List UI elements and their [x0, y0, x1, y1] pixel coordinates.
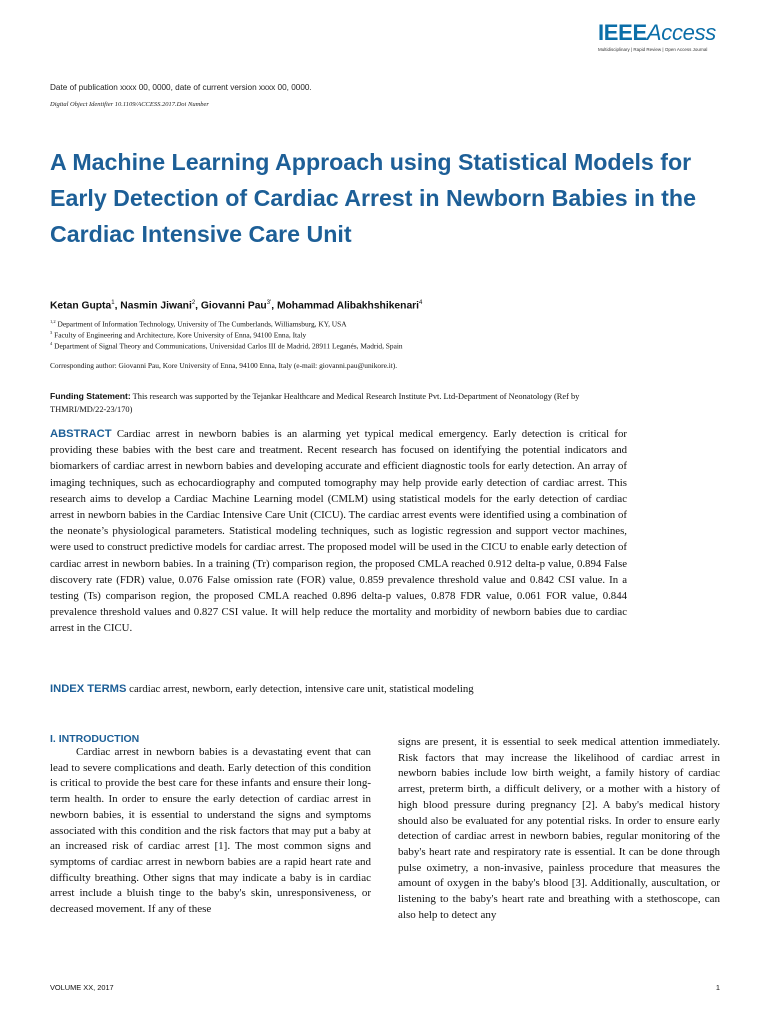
author-sup: 2 [191, 300, 196, 306]
doi-line: Digital Object Identifier 10.1109/ACCESS.2017.Doi Number [50, 101, 209, 108]
author-sup: 3' [266, 300, 272, 306]
funding-statement [50, 390, 590, 416]
author-sup: 1 [111, 300, 115, 306]
intro-column-right: signs are present, it is essential to seek medical attention immediately. Risk factors that may increase the likelihood of cardiac arrest in newborn babies include low birth weight, a family history of cardiac arrest, preterm birth, a difficult delivery, or a mother with a history of high blood pressure during pregnancy [2]. A baby's medical history should also be evaluated for any potential risks. In order to ensure early detection of cardiac arrest in newborn babies, regular monitoring of the baby's heart rate and respiratory rate is essential. It can be done through pulse oximetry, a non-invasive, painless procedure that measures the amount of oxygen in the baby's blood [3]. Additionally, auscultation, or listening to the baby's heart rate and breathing with a stethoscope, can also help to detect any [398, 736, 720, 921]
author-list: Ketan Gupta$^1$, Nasmin Jiwani$^2$, Giovanni Pau$^{3'}$, Mohammad Alibakhshikenari$^4$ [50, 300, 423, 312]
corresponding-author: Corresponding author: Giovanni Pau, Kore University of Enna, 94100 Enna, Italy (e-mail: giovanni.pau@unikore.it). [50, 361, 398, 370]
author-name: Nasmin Jiwani [120, 300, 192, 312]
author-sup: 4 [419, 300, 423, 306]
affiliation: $^4$ Department of Signal Theory and Communications, Universidad Carlos III de Madrid, 28911 Leganés, Madrid, Spain [50, 341, 403, 351]
index-terms-label: INDEX TERMS [50, 683, 127, 695]
page-number: 1 [715, 983, 720, 992]
author-name: Mohammad Alibakhshikenari [276, 300, 420, 312]
funding-text: This research was supported by the Tejankar Healthcare and Medical Research Institute Pvt. Ltd-Department of Neonatology (Ref by THMRI/MD/22-23/170) [50, 392, 580, 414]
intro-column-left: Cardiac arrest in newborn babies is a devastating event that can lead to severe complications and death. Early detection of this condition is critical to provide the best care for these infants and ensure their long-term health. In order to ensure the early detection of cardiac arrest in newborn babies, it is essential to understand the signs and symptoms associated with this condition and the risk factors that may put a baby at an increased risk of cardiac arrest [1]. The most common signs and symptoms of cardiac arrest in newborn babies are a rapid heart rate and difficulty breathing. Other signs that may indicate a baby is in cardiac arrest include a bluish tinge to the baby's skin, unresponsiveness, or decreased movement. If any of these [50, 746, 371, 916]
abstract [50, 426, 627, 637]
section-heading: I. INTRODUCTION [50, 733, 140, 745]
index-terms [50, 683, 474, 695]
author-name: Ketan Gupta [50, 300, 112, 312]
index-terms-text: cardiac arrest, newborn, early detection, intensive care unit, statistical modeling [129, 683, 474, 695]
journal-tagline: Multidisciplinary | Rapid Review | Open Access Journal [597, 47, 708, 52]
affiliation: $^{1,2}$ Department of Information Technology, University of The Cumberlands, Williamsburg, KY, USA [50, 319, 347, 329]
funding-label: Funding Statement: [50, 391, 131, 401]
journal-brand: IEEEAccess [597, 20, 716, 45]
author-name: Giovanni Pau [200, 300, 267, 312]
abstract-label: ABSTRACT [50, 428, 112, 440]
affiliation: $^3$ Faculty of Engineering and Architecture, Kore University of Enna, 94100 Enna, Italy [50, 330, 307, 340]
paper-title: A Machine Learning Approach using Statistical Models for Early Detection of Cardiac Arrest in Newborn Babies in the Cardiac Intensive Care Unit [50, 149, 696, 247]
footer-volume: VOLUME XX, 2017 [50, 983, 114, 992]
journal-logo [598, 22, 716, 52]
abstract-text: Cardiac arrest in newborn babies is an alarming yet typical medical emergency. Early detection is critical for providing these babies with the best care and treatment. Recent research has focused on identifying the potential indicators and biomarkers of cardiac arrest in newborn babies and developing accurate and efficient diagnostic tools for early detection. An array of imaging techniques, such as echocardiography and computed tomography may help provide early detection of cardiac arrest. This research aims to develop a Cardiac Machine Learning model (CMLM) using statistical models for the early detection of cardiac arrest in newborn babies in the Cardiac Intensive Care Unit (CICU). The cardiac arrest events were identified using a combination of the neonate’s physiological parameters. Statistical modeling techniques, such as logistic regression and support vector machines, were used to construct predictive models for cardiac arrest. The proposed model will be used in the CICU to enable early detection of cardiac arrest in newborn babies. In a training (Tr) comparison region, the proposed CMLA reached 0.912 delta-p value, 0.894 False discovery rate (FDR) value, 0.076 False omission rate (FOR) value, 0.859 prevalence threshold value and 0.842 CSI value. In a testing (Ts) comparison region, the proposed CMLA reached 0.896 delta-p values, 0.878 FDR value, 0.061 FOR value, 0.844 prevalence threshold values and 0.827 CSI value. It will help reduce the mortality and morbidity of newborn babies due to cardiac arrest in the CICU. [50, 428, 627, 635]
publication-dates: Date of publication xxxx 00, 0000, date of current version xxxx 00, 0000. [50, 83, 312, 92]
